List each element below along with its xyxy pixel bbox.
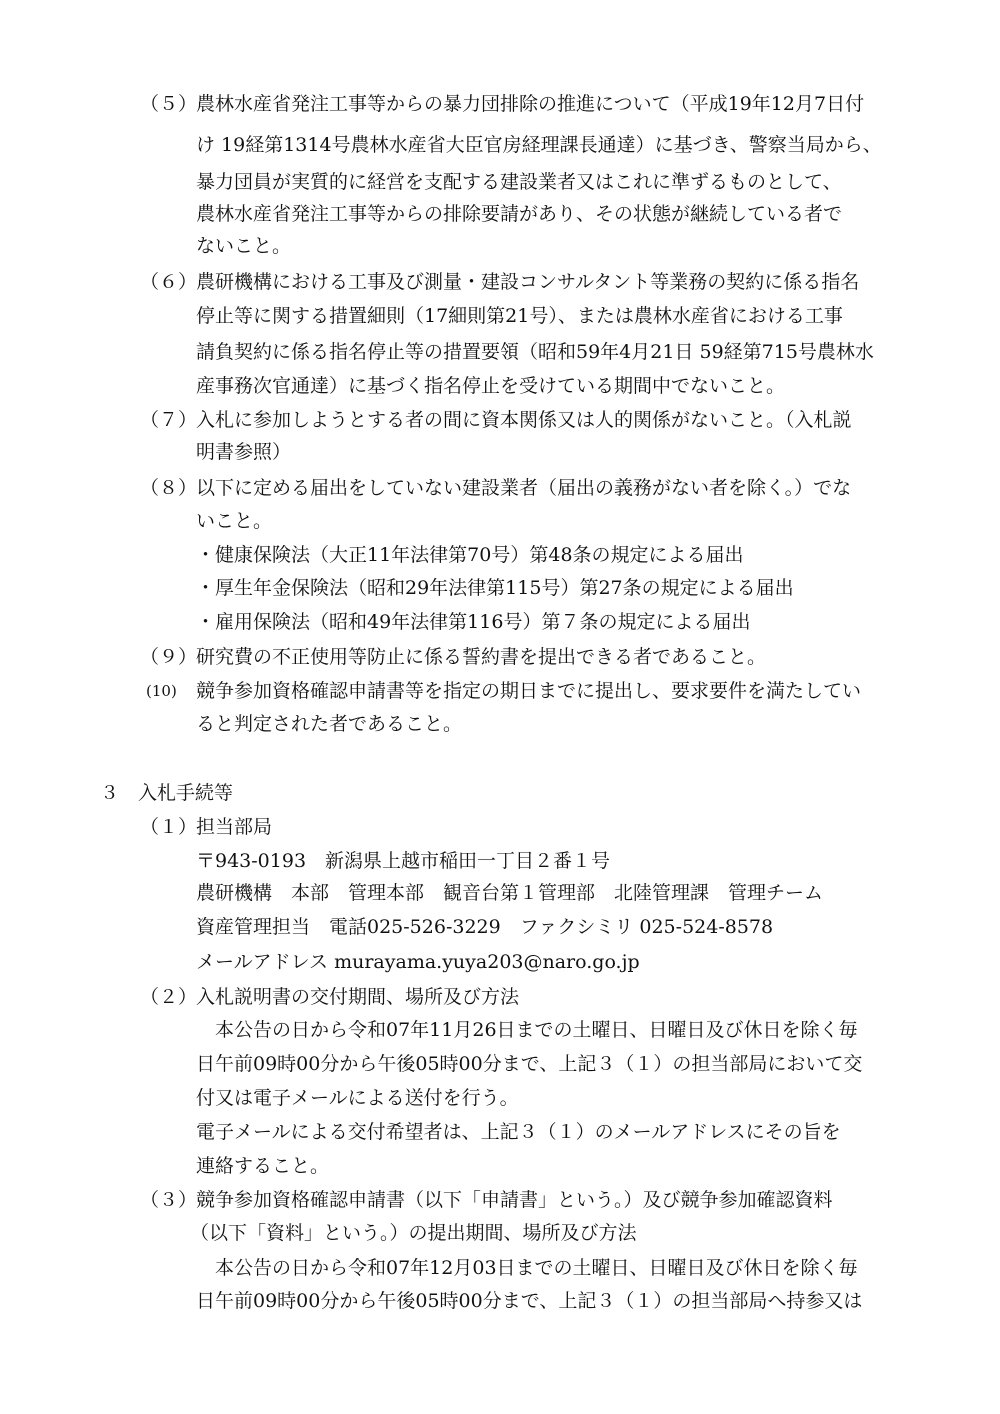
item-7-number: （７）	[140, 409, 198, 431]
item-5-text: 農林水産省発注工事等からの排除要請があり、その状態が継続している者で	[196, 203, 843, 225]
department-name: 農研機構 本部 管理本部 観音台第１管理部 北陸管理課 管理チーム	[196, 882, 824, 904]
item-6-text: 産事務次官通達）に基づく指名停止を受けている期間中でないこと。	[196, 375, 786, 397]
contact-phone-fax: 資産管理担当 電話025-526-3229 ファクシミリ 025-524-8578	[196, 916, 774, 938]
item-6-text: 農研機構における工事及び測量・建設コンサルタント等業務の契約に係る指名	[196, 271, 860, 293]
item-8-text: いこと。	[196, 510, 273, 532]
section-3-2-number: （２）	[140, 986, 198, 1008]
section-3-1-title: 担当部局	[196, 816, 273, 838]
item-5-text: け 19経第1314号農林水産省大臣官房経理課長通達）に基づき、警察当局から、	[196, 134, 882, 156]
item-9-text: 研究費の不正使用等防止に係る誓約書を提出できる者であること。	[196, 646, 767, 668]
item-8-number: （８）	[140, 477, 198, 499]
item-5-text: 農林水産省発注工事等からの暴力団排除の推進について（平成19年12月7日付	[196, 93, 865, 115]
item-8-bullet: ・雇用保険法（昭和49年法律第116号）第７条の規定による届出	[196, 611, 751, 633]
item-9-number: （９）	[140, 646, 198, 668]
item-6-text: 停止等に関する措置細則（17細則第21号）、または農林水産省における工事	[196, 305, 843, 327]
item-5-text: ないこと。	[196, 235, 292, 257]
item-8-bullet: ・厚生年金保険法（昭和29年法律第115号）第27条の規定による届出	[196, 577, 794, 599]
item-8-bullet: ・健康保険法（大正11年法律第70号）第48条の規定による届出	[196, 544, 744, 566]
item-6-text: 請負契約に係る指名停止等の措置要領（昭和59年4月21日 59経第715号農林水	[196, 341, 874, 363]
item-10-text: 競争参加資格確認申請書等を指定の期日までに提出し、要求要件を満たしてい	[196, 680, 862, 702]
section-3-3-title: 競争参加資格確認申請書（以下「申請書」という。）及び競争参加確認資料	[196, 1189, 833, 1211]
section-3-2-title: 入札説明書の交付期間、場所及び方法	[196, 986, 520, 1008]
item-7-text: 入札に参加しようとする者の間に資本関係又は人的関係がないこと。（入札説	[196, 409, 852, 431]
section-3-2-text: 連絡すること。	[196, 1155, 330, 1177]
section-3-2-text: 付又は電子メールによる送付を行う。	[196, 1087, 519, 1109]
section-3-3-text: 本公告の日から令和07年12月03日までの土曜日、日曜日及び休日を除く毎	[215, 1257, 858, 1279]
item-10-number: (10)	[146, 682, 177, 700]
item-6-number: （６）	[140, 271, 198, 293]
section-3-3-number: （３）	[140, 1189, 198, 1211]
contact-email: メールアドレス murayama.yuya203@naro.go.jp	[196, 951, 640, 973]
section-3-2-text: 本公告の日から令和07年11月26日までの土曜日、日曜日及び休日を除く毎	[215, 1019, 858, 1041]
item-5-number: （５）	[140, 93, 198, 115]
item-7-text: 明書参照）	[196, 441, 292, 463]
section-3-1-number: （１）	[140, 816, 198, 838]
item-10-text: ると判定された者であること。	[196, 713, 463, 735]
section-3-2-text: 電子メールによる交付希望者は、上記３（１）のメールアドレスにその旨を	[196, 1121, 841, 1143]
section-3-3-text: 日午前09時00分から午後05時00分まで、上記３（１）の担当部局へ持参又は	[196, 1290, 863, 1312]
section-3-heading: ３ 入札手続等	[100, 782, 234, 804]
postal-address: 〒943-0193 新潟県上越市稲田一丁目２番１号	[196, 850, 611, 872]
section-3-3-text: （以下「資料」という。）の提出期間、場所及び方法	[190, 1222, 637, 1244]
item-8-text: 以下に定める届出をしていない建設業者（届出の義務がない者を除く。）でな	[196, 477, 852, 499]
section-3-2-text: 日午前09時00分から午後05時00分まで、上記３（１）の担当部局において交	[196, 1053, 863, 1075]
item-5-text: 暴力団員が実質的に経営を支配する建設業者又はこれに準ずるものとして、	[196, 171, 842, 193]
